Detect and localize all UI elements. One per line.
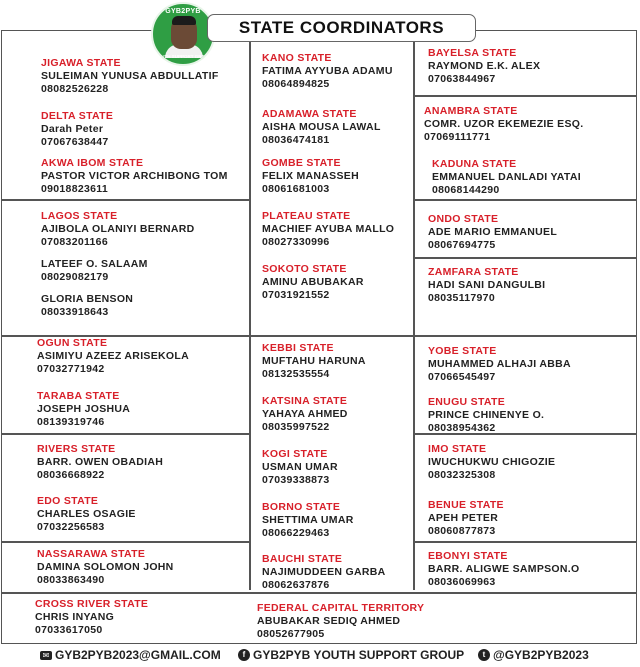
coordinator-phone: 08132535554 xyxy=(262,368,330,380)
twitter-text: @GYB2PYB2023 xyxy=(493,648,589,662)
state-name: BAUCHI STATE xyxy=(262,553,343,565)
coordinator-name: IWUCHUKWU CHIGOZIE xyxy=(428,456,556,468)
state-entry xyxy=(262,501,354,540)
coordinator-phone: 08033918643 xyxy=(41,306,109,318)
coordinator-phone: 07063844967 xyxy=(428,73,496,85)
coordinator-name: AISHA MOUSA LAWAL xyxy=(262,121,381,133)
coordinator-name: GLORIA BENSON xyxy=(41,293,134,305)
twitter-contact[interactable] xyxy=(478,648,589,662)
coordinator-phone: 08060877873 xyxy=(428,525,496,537)
page-title-box xyxy=(207,14,476,42)
contact-footer xyxy=(0,648,640,666)
coordinator-phone: 08064894825 xyxy=(262,78,330,90)
state-entry xyxy=(37,548,174,587)
coordinator-name: EMMANUEL DANLADI YATAI xyxy=(432,171,581,183)
state-entry xyxy=(428,550,579,589)
coordinator-phone: 08068144290 xyxy=(432,184,500,196)
coordinator-name: JOSEPH JOSHUA xyxy=(37,403,131,415)
mail-icon: ✉ xyxy=(40,651,52,660)
coordinator-phone: 08036668922 xyxy=(37,469,105,481)
state-name: NASSARAWA STATE xyxy=(37,548,146,560)
coordinator-name: MUFTAHU HARUNA xyxy=(262,355,366,367)
logo-bottom-text: YOUTH SUPPORT GROUP xyxy=(154,54,212,59)
state-entry xyxy=(262,108,381,147)
email-contact[interactable] xyxy=(40,648,221,662)
coordinator-phone: 07069111771 xyxy=(424,131,491,143)
state-name: JIGAWA STATE xyxy=(41,57,121,69)
state-entry xyxy=(432,158,581,197)
coordinator-name: USMAN UMAR xyxy=(262,461,338,473)
coordinator-phone: 08066229463 xyxy=(262,527,330,539)
coordinator-phone: 07067638447 xyxy=(41,136,109,148)
state-name: DELTA STATE xyxy=(41,110,114,122)
state-entry xyxy=(41,57,219,96)
coordinator-name: YAHAYA AHMED xyxy=(262,408,348,420)
coordinator-phone: 08035997522 xyxy=(262,421,330,433)
state-name: ANAMBRA STATE xyxy=(424,105,518,117)
row-divider xyxy=(1,433,250,435)
coordinator-phone: 07033617050 xyxy=(35,624,103,636)
state-entry xyxy=(41,157,228,196)
row-divider xyxy=(250,592,637,594)
email-text: GYB2PYB2023@GMAIL.COM xyxy=(55,648,221,662)
coordinator-phone: 08032325308 xyxy=(428,469,496,481)
coordinator-phone: 09018823611 xyxy=(41,183,108,195)
state-entry xyxy=(37,443,163,482)
row-divider xyxy=(414,199,637,201)
coordinator-phone: 08033863490 xyxy=(37,574,105,586)
coordinator-name: COMR. UZOR EKEMEZIE ESQ. xyxy=(424,118,584,130)
state-name: ZAMFARA STATE xyxy=(428,266,519,278)
coordinator-name: NAJIMUDDEEN GARBA xyxy=(262,566,386,578)
coordinator-name: MUHAMMED ALHAJI ABBA xyxy=(428,358,571,370)
state-entry xyxy=(428,213,557,252)
coordinator-phone: 08035117970 xyxy=(428,292,495,304)
coordinator-phone: 08038954362 xyxy=(428,422,496,434)
coordinator-name: HADI SANI DANGULBI xyxy=(428,279,546,291)
state-entry xyxy=(428,345,571,384)
twitter-icon: t xyxy=(478,649,490,661)
state-entry xyxy=(262,52,393,91)
state-entry xyxy=(37,390,130,429)
coordinator-phone: 08036474181 xyxy=(262,134,330,146)
coordinator-phone: 07066545497 xyxy=(428,371,496,383)
state-entry xyxy=(428,396,544,435)
coordinator-phone: 08029082179 xyxy=(41,271,109,283)
state-entry xyxy=(35,598,148,637)
coordinator-name: BARR. OWEN OBADIAH xyxy=(37,456,164,468)
state-name: LAGOS STATE xyxy=(41,210,118,222)
coordinator-phone: 08067694775 xyxy=(428,239,496,251)
page-title: STATE COORDINATORS xyxy=(238,18,445,37)
row-divider xyxy=(1,541,250,543)
state-entry xyxy=(262,342,366,381)
coordinator-name: PRINCE CHINENYE O. xyxy=(428,409,545,421)
coordinator-name: CHRIS INYANG xyxy=(35,611,115,623)
coordinator-name: SULEIMAN YUNUSA ABDULLATIF xyxy=(41,70,219,82)
state-entry xyxy=(428,47,540,86)
state-name: PLATEAU STATE xyxy=(262,210,351,222)
facebook-contact[interactable] xyxy=(238,648,464,662)
coordinator-name: LATEEF O. SALAAM xyxy=(41,258,148,270)
coordinator-name: AJIBOLA OLANIYI BERNARD xyxy=(41,223,195,235)
coordinator-phone: 07032256583 xyxy=(37,521,105,533)
column-divider xyxy=(413,42,415,590)
coordinator-name: ABUBAKAR SEDIQ AHMED xyxy=(257,615,401,627)
coordinator-phone: 07031921552 xyxy=(262,289,330,301)
state-name: EBONYI STATE xyxy=(428,550,508,562)
state-name: IMO STATE xyxy=(428,443,487,455)
coordinator-name: DAMINA SOLOMON JOHN xyxy=(37,561,174,573)
state-name: KOGI STATE xyxy=(262,448,328,460)
coordinator-name: FELIX MANASSEH xyxy=(262,170,359,182)
state-entry xyxy=(428,266,545,305)
state-entry xyxy=(428,443,555,482)
row-divider xyxy=(414,257,637,259)
row-divider xyxy=(414,335,637,337)
state-name: KADUNA STATE xyxy=(432,158,517,170)
row-divider xyxy=(1,199,250,201)
row-divider xyxy=(250,335,414,337)
state-name: ENUGU STATE xyxy=(428,396,505,408)
state-entry xyxy=(262,263,364,302)
state-name: BAYELSA STATE xyxy=(428,47,517,59)
state-entry xyxy=(262,157,359,196)
coordinator-name: ADE MARIO EMMANUEL xyxy=(428,226,558,238)
state-name: GOMBE STATE xyxy=(262,157,341,169)
state-name: FEDERAL CAPITAL TERRITORY xyxy=(257,602,425,614)
coordinator-name: SHETTIMA UMAR xyxy=(262,514,354,526)
state-name: RIVERS STATE xyxy=(37,443,116,455)
coordinator-name: MACHIEF AYUBA MALLO xyxy=(262,223,395,235)
state-name: OGUN STATE xyxy=(37,337,108,349)
coordinator-phone: 08061681003 xyxy=(262,183,330,195)
state-entry xyxy=(262,553,386,592)
coordinator-name: RAYMOND E.K. ALEX xyxy=(428,60,541,72)
coordinator-phone: 08027330996 xyxy=(262,236,330,248)
state-entry xyxy=(262,395,348,434)
state-entry xyxy=(262,210,394,249)
logo-top-text: GYB2PYB xyxy=(165,8,201,15)
coordinator-name: FATIMA AYYUBA ADAMU xyxy=(262,65,393,77)
row-divider xyxy=(414,95,637,97)
state-name: BORNO STATE xyxy=(262,501,341,513)
row-divider xyxy=(414,541,637,543)
coordinator-name: AMINU ABUBAKAR xyxy=(262,276,364,288)
facebook-text: GYB2PYB YOUTH SUPPORT GROUP xyxy=(253,648,465,662)
state-entry xyxy=(257,602,424,641)
coordinator-phone: 08082526228 xyxy=(41,83,109,95)
state-entry xyxy=(41,110,113,149)
coordinator-name: ASIMIYU AZEEZ ARISEKOLA xyxy=(37,350,189,362)
coordinator-name: BARR. ALIGWE SAMPSON.O xyxy=(428,563,580,575)
state-entry xyxy=(41,210,195,319)
coordinator-phone: 08036069963 xyxy=(428,576,496,588)
coordinator-name: CHARLES OSAGIE xyxy=(37,508,136,520)
coordinator-name: Darah Peter xyxy=(41,123,104,135)
state-name: KEBBI STATE xyxy=(262,342,334,354)
state-entry xyxy=(37,495,136,534)
state-name: YOBE STATE xyxy=(428,345,497,357)
state-entry xyxy=(428,499,504,538)
column-divider xyxy=(249,42,251,590)
state-name: CROSS RIVER STATE xyxy=(35,598,149,610)
coordinator-phone: 07039338873 xyxy=(262,474,330,486)
state-name: ONDO STATE xyxy=(428,213,499,225)
coordinator-phone: 07032771942 xyxy=(37,363,105,375)
state-name: TARABA STATE xyxy=(37,390,120,402)
coordinator-phone: 08139319746 xyxy=(37,416,105,428)
state-entry xyxy=(37,337,189,376)
state-name: EDO STATE xyxy=(37,495,99,507)
state-name: KANO STATE xyxy=(262,52,332,64)
state-name: ADAMAWA STATE xyxy=(262,108,357,120)
state-name: AKWA IBOM STATE xyxy=(41,157,144,169)
state-name: BENUE STATE xyxy=(428,499,504,511)
row-divider xyxy=(1,592,250,594)
state-entry xyxy=(424,105,583,144)
coordinator-phone: 08052677905 xyxy=(257,628,325,640)
state-entry xyxy=(262,448,338,487)
coordinator-name: APEH PETER xyxy=(428,512,499,524)
logo-figure-cap xyxy=(172,16,196,25)
coordinator-phone: 07083201166 xyxy=(41,236,108,248)
coordinator-name: PASTOR VICTOR ARCHIBONG TOM xyxy=(41,170,228,182)
state-name: KATSINA STATE xyxy=(262,395,348,407)
coordinator-phone: 08062637876 xyxy=(262,579,330,591)
state-name: SOKOTO STATE xyxy=(262,263,347,275)
facebook-icon: f xyxy=(238,649,250,661)
